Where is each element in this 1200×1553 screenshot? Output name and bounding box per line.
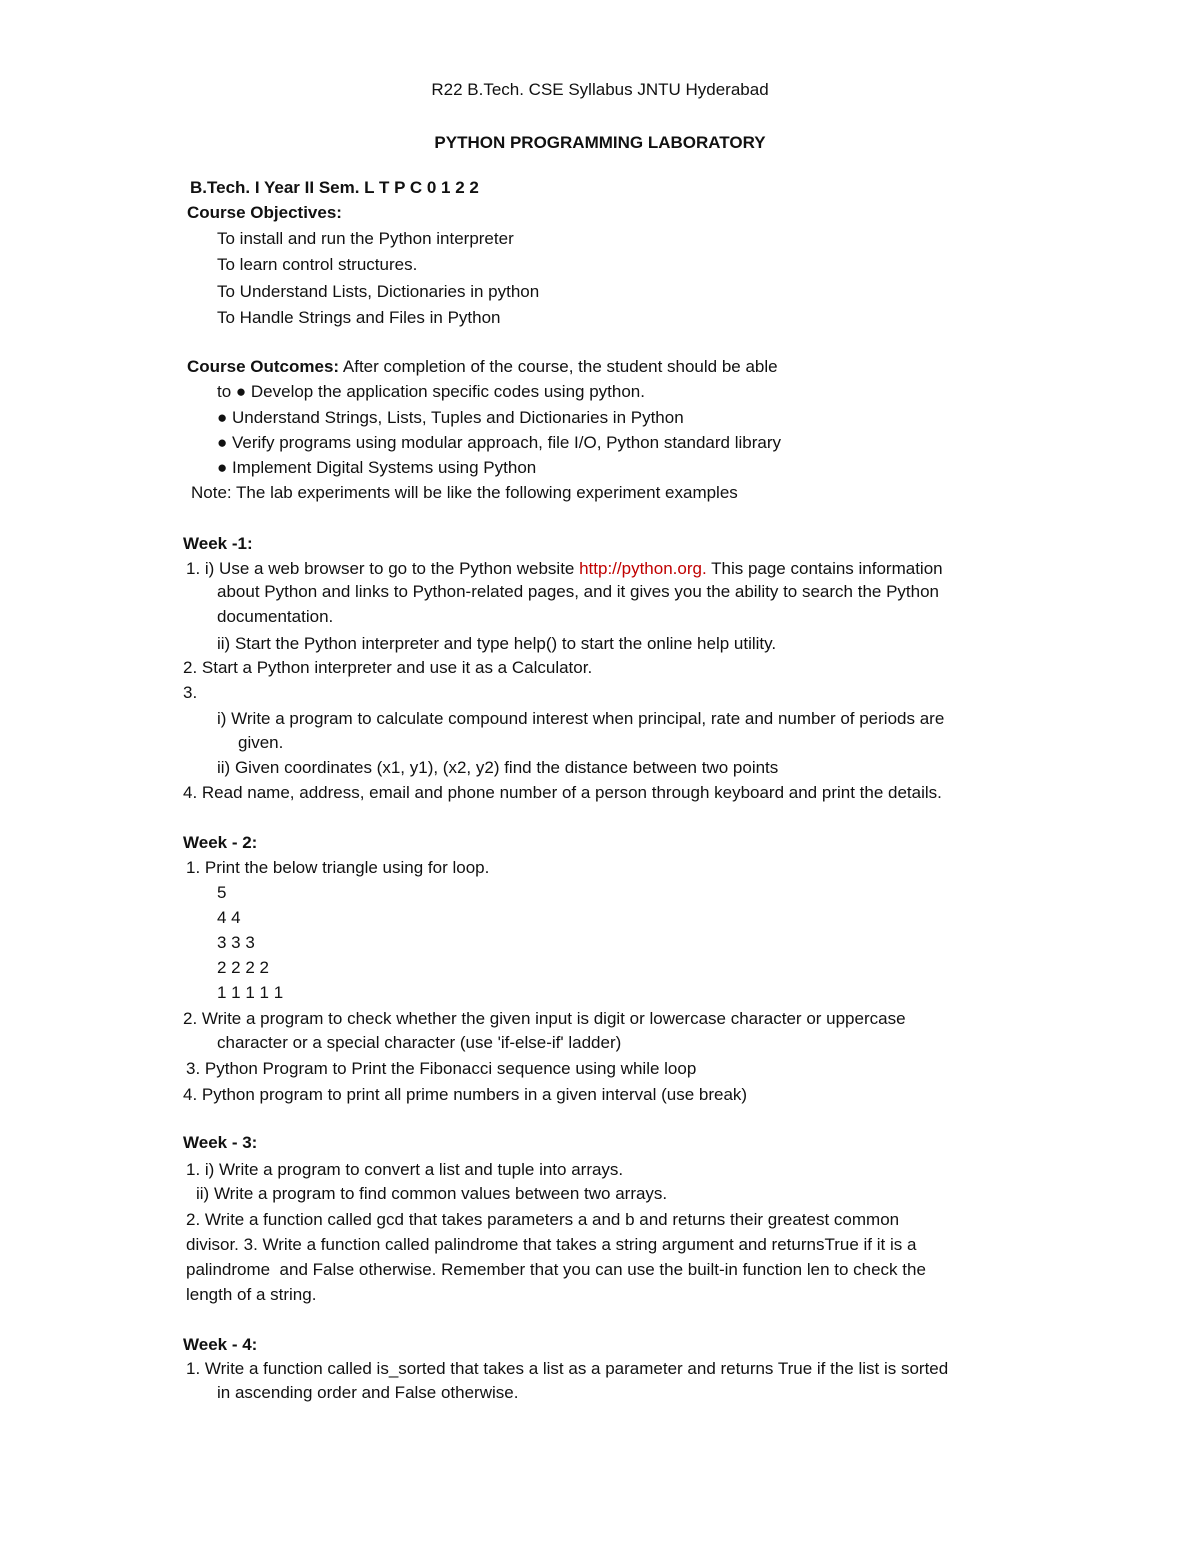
week1-item: 2. Start a Python interpreter and use it as a Calculator.: [183, 658, 593, 677]
week4-item: in ascending order and False otherwise.: [217, 1383, 519, 1402]
week1-item: documentation.: [217, 607, 334, 626]
week1-item: ii) Given coordinates (x1, y1), (x2, y2) find the distance between two points: [217, 758, 779, 777]
week3-item: length of a string.: [186, 1285, 317, 1304]
objective-item: To learn control structures.: [217, 255, 418, 274]
outcome-item: to ● Develop the application specific codes using python.: [217, 382, 645, 401]
python-org-link[interactable]: http://python.org.: [579, 559, 707, 578]
triangle-row: 2 2 2 2: [217, 958, 269, 977]
week2-item: 3. Python Program to Print the Fibonacci sequence using while loop: [186, 1059, 697, 1078]
week1-item: ii) Start the Python interpreter and type help() to start the online help utility.: [217, 634, 777, 653]
week1-heading: Week -1:: [183, 534, 253, 553]
outcomes-heading: Course Outcomes:: [187, 357, 340, 376]
triangle-row: 1 1 1 1 1: [217, 983, 284, 1002]
week2-item: 4. Python program to print all prime numbers in a given interval (use break): [183, 1085, 748, 1104]
outcome-item: ● Understand Strings, Lists, Tuples and Dictionaries in Python: [217, 408, 684, 427]
objectives-heading: Course Objectives:: [187, 203, 342, 222]
triangle-row: 3 3 3: [217, 933, 255, 952]
week1-item: 3.: [183, 683, 198, 702]
week2-item: character or a special character (use 'if-else-if' ladder): [217, 1033, 622, 1052]
semester-line: B.Tech. I Year II Sem. L T P C 0 1 2 2: [190, 178, 479, 197]
outcome-item: ● Implement Digital Systems using Python: [217, 458, 537, 477]
outcome-item: ● Verify programs using modular approach, file I/O, Python standard library: [217, 433, 781, 452]
course-title: PYTHON PROGRAMMING LABORATORY: [434, 133, 766, 152]
running-title: R22 B.Tech. CSE Syllabus JNTU Hyderabad: [431, 80, 769, 99]
objective-item: To Handle Strings and Files in Python: [217, 308, 501, 327]
triangle-row: 5: [217, 883, 227, 902]
week4-item: 1. Write a function called is_sorted that takes a list as a parameter and returns True if the list is sorted: [186, 1359, 949, 1378]
week2-heading: Week - 2:: [183, 833, 258, 852]
objective-item: To Understand Lists, Dictionaries in python: [217, 282, 540, 301]
week3-item: divisor. 3. Write a function called palindrome that takes a string argument and returnsTrue if it is a: [186, 1235, 917, 1254]
week3-item: 2. Write a function called gcd that takes parameters a and b and returns their greatest common: [186, 1210, 900, 1229]
objective-item: To install and run the Python interpreter: [217, 229, 514, 248]
week3-item: 1. i) Write a program to convert a list and tuple into arrays.: [186, 1160, 624, 1179]
week1-item: i) Write a program to calculate compound interest when principal, rate and number of periods are: [217, 709, 945, 728]
outcomes-intro: Course Outcomes: After completion of the course, the student should be able: [187, 357, 778, 376]
week2-item: 2. Write a program to check whether the given input is digit or lowercase character or uppercase: [183, 1009, 906, 1028]
week4-heading: Week - 4:: [183, 1335, 258, 1354]
week1-item: given.: [238, 733, 284, 752]
triangle-row: 4 4: [217, 908, 241, 927]
note-text: Note: The lab experiments will be like the following experiment examples: [191, 483, 738, 502]
week2-item: 1. Print the below triangle using for loop.: [186, 858, 490, 877]
week3-item: palindrome and False otherwise. Remember that you can use the built-in function len to check the: [186, 1260, 926, 1279]
week3-item: ii) Write a program to find common values between two arrays.: [196, 1184, 668, 1203]
week1-item: 4. Read name, address, email and phone number of a person through keyboard and print the details.: [183, 783, 942, 802]
week3-heading: Week - 3:: [183, 1133, 258, 1152]
week1-item: 1. i) Use a web browser to go to the Python website http://python.org. This page contains information: [186, 559, 943, 578]
week1-item: about Python and links to Python-related pages, and it gives you the ability to search the Python: [217, 582, 940, 601]
